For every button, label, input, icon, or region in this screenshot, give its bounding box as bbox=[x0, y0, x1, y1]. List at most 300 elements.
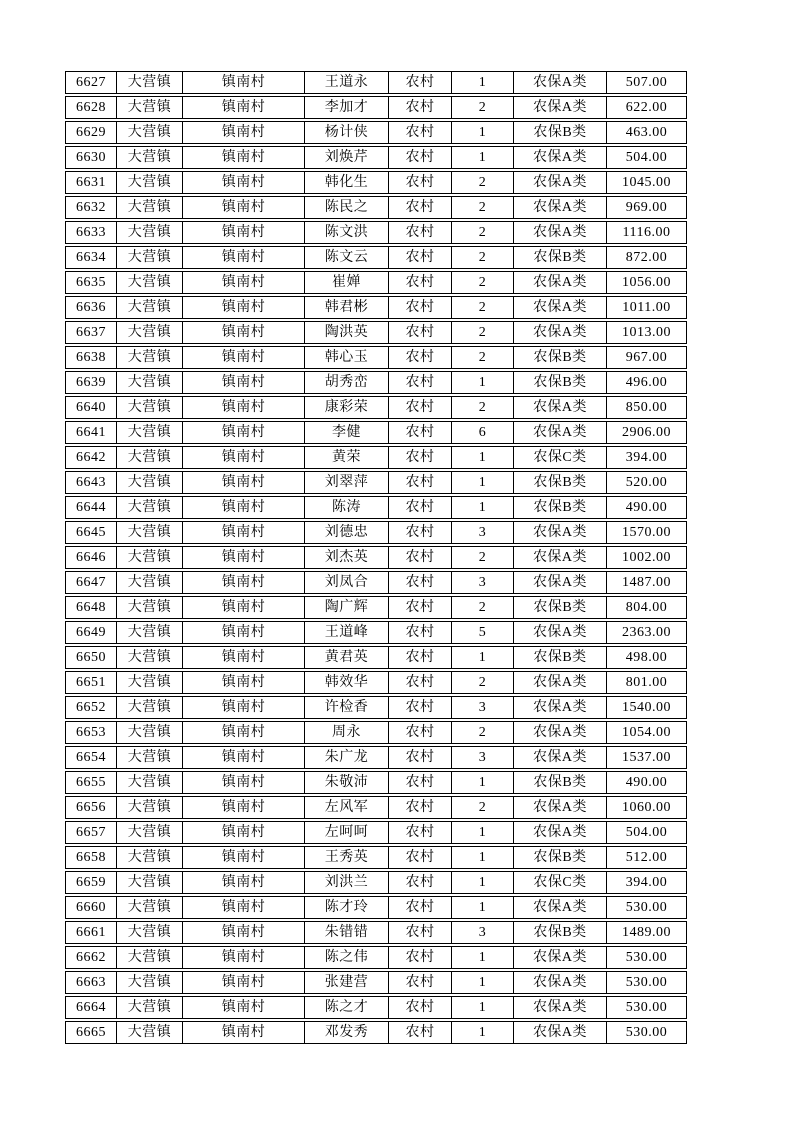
cell-persons: 2 bbox=[452, 797, 514, 818]
table-row bbox=[65, 346, 687, 369]
table-row bbox=[65, 996, 687, 1019]
cell-seq: 6630 bbox=[66, 147, 117, 168]
table-row bbox=[65, 671, 687, 694]
cell-amount: 1002.00 bbox=[622, 550, 671, 565]
cell-town: 大营镇 bbox=[117, 897, 183, 918]
cell-amount: 1013.00 bbox=[622, 325, 671, 340]
cell-residence: 农村 bbox=[389, 172, 452, 193]
cell-residence: 农村 bbox=[389, 847, 452, 868]
cell-persons: 1 bbox=[452, 997, 514, 1018]
cell-amount: 872.00 bbox=[625, 250, 668, 265]
table-row bbox=[65, 146, 687, 169]
cell-town: 大营镇 bbox=[117, 922, 183, 943]
cell-village: 镇南村 bbox=[183, 447, 305, 468]
cell-name: 刘焕芹 bbox=[305, 147, 389, 168]
cell-seq: 6648 bbox=[66, 597, 117, 618]
cell-village: 镇南村 bbox=[183, 672, 305, 693]
cell-insurance-class: 农保B类 bbox=[514, 472, 607, 493]
cell-insurance-class: 农保B类 bbox=[514, 772, 607, 793]
table-row bbox=[65, 571, 687, 594]
cell-village: 镇南村 bbox=[183, 747, 305, 768]
cell-amount: 1045.00 bbox=[622, 175, 671, 190]
cell-seq: 6645 bbox=[66, 522, 117, 543]
cell-persons: 2 bbox=[452, 722, 514, 743]
cell-insurance-class: 农保B类 bbox=[514, 647, 607, 668]
cell-amount: 969.00 bbox=[625, 200, 668, 215]
table-row bbox=[65, 221, 687, 244]
cell-name: 陈民之 bbox=[305, 197, 389, 218]
cell-village: 镇南村 bbox=[183, 822, 305, 843]
cell-village: 镇南村 bbox=[183, 322, 305, 343]
cell-insurance-class: 农保A类 bbox=[514, 322, 607, 343]
cell-persons: 2 bbox=[452, 672, 514, 693]
cell-name: 胡秀峦 bbox=[305, 372, 389, 393]
cell-insurance-class: 农保A类 bbox=[514, 672, 607, 693]
cell-amount: 498.00 bbox=[625, 650, 668, 665]
cell-town: 大营镇 bbox=[117, 272, 183, 293]
cell-town: 大营镇 bbox=[117, 647, 183, 668]
cell-amount: 512.00 bbox=[625, 850, 668, 865]
cell-village: 镇南村 bbox=[183, 797, 305, 818]
cell-town: 大营镇 bbox=[117, 572, 183, 593]
table-row bbox=[65, 971, 687, 994]
cell-amount: 622.00 bbox=[625, 100, 668, 115]
cell-name: 邓发秀 bbox=[305, 1022, 389, 1043]
cell-name: 刘德忠 bbox=[305, 522, 389, 543]
cell-persons: 1 bbox=[452, 822, 514, 843]
cell-name: 陶洪英 bbox=[305, 322, 389, 343]
cell-residence: 农村 bbox=[389, 447, 452, 468]
cell-insurance-class: 农保A类 bbox=[514, 222, 607, 243]
cell-name: 周永 bbox=[305, 722, 389, 743]
cell-insurance-class: 农保A类 bbox=[514, 972, 607, 993]
cell-town: 大营镇 bbox=[117, 1022, 183, 1043]
cell-seq: 6633 bbox=[66, 222, 117, 243]
cell-seq: 6651 bbox=[66, 672, 117, 693]
cell-persons: 1 bbox=[452, 647, 514, 668]
cell-persons: 3 bbox=[452, 922, 514, 943]
cell-name: 朱错错 bbox=[305, 922, 389, 943]
table-row bbox=[65, 246, 687, 269]
table-row bbox=[65, 1021, 687, 1044]
cell-village: 镇南村 bbox=[183, 422, 305, 443]
cell-town: 大营镇 bbox=[117, 247, 183, 268]
table-row bbox=[65, 946, 687, 969]
cell-town: 大营镇 bbox=[117, 972, 183, 993]
cell-persons: 2 bbox=[452, 397, 514, 418]
cell-amount: 507.00 bbox=[625, 75, 668, 90]
cell-seq: 6661 bbox=[66, 922, 117, 943]
cell-village: 镇南村 bbox=[183, 997, 305, 1018]
cell-insurance-class: 农保A类 bbox=[514, 272, 607, 293]
cell-amount: 1056.00 bbox=[622, 275, 671, 290]
table-row bbox=[65, 646, 687, 669]
cell-insurance-class: 农保A类 bbox=[514, 572, 607, 593]
cell-name: 李健 bbox=[305, 422, 389, 443]
cell-amount: 530.00 bbox=[625, 1025, 668, 1040]
cell-amount: 1537.00 bbox=[622, 750, 671, 765]
table-row bbox=[65, 321, 687, 344]
cell-residence: 农村 bbox=[389, 397, 452, 418]
cell-seq: 6642 bbox=[66, 447, 117, 468]
cell-name: 刘翠萍 bbox=[305, 472, 389, 493]
cell-residence: 农村 bbox=[389, 347, 452, 368]
cell-town: 大营镇 bbox=[117, 197, 183, 218]
cell-residence: 农村 bbox=[389, 472, 452, 493]
table-row bbox=[65, 546, 687, 569]
cell-name: 崔婵 bbox=[305, 272, 389, 293]
table-row bbox=[65, 396, 687, 419]
cell-residence: 农村 bbox=[389, 922, 452, 943]
cell-residence: 农村 bbox=[389, 872, 452, 893]
cell-insurance-class: 农保A类 bbox=[514, 947, 607, 968]
cell-residence: 农村 bbox=[389, 297, 452, 318]
cell-village: 镇南村 bbox=[183, 1022, 305, 1043]
cell-town: 大营镇 bbox=[117, 372, 183, 393]
table-row bbox=[65, 896, 687, 919]
cell-amount: 1060.00 bbox=[622, 800, 671, 815]
cell-seq: 6631 bbox=[66, 172, 117, 193]
cell-town: 大营镇 bbox=[117, 172, 183, 193]
cell-seq: 6634 bbox=[66, 247, 117, 268]
cell-village: 镇南村 bbox=[183, 147, 305, 168]
cell-insurance-class: 农保A类 bbox=[514, 997, 607, 1018]
cell-seq: 6656 bbox=[66, 797, 117, 818]
cell-amount: 504.00 bbox=[625, 825, 668, 840]
cell-amount: 801.00 bbox=[625, 675, 668, 690]
cell-seq: 6664 bbox=[66, 997, 117, 1018]
cell-village: 镇南村 bbox=[183, 297, 305, 318]
cell-town: 大营镇 bbox=[117, 147, 183, 168]
cell-persons: 2 bbox=[452, 97, 514, 118]
cell-insurance-class: 农保A类 bbox=[514, 197, 607, 218]
cell-name: 许检香 bbox=[305, 697, 389, 718]
cell-seq: 6627 bbox=[66, 72, 117, 93]
cell-village: 镇南村 bbox=[183, 772, 305, 793]
cell-residence: 农村 bbox=[389, 322, 452, 343]
table-row bbox=[65, 196, 687, 219]
cell-town: 大营镇 bbox=[117, 872, 183, 893]
cell-persons: 5 bbox=[452, 622, 514, 643]
table-row bbox=[65, 846, 687, 869]
cell-name: 朱敬沛 bbox=[305, 772, 389, 793]
cell-village: 镇南村 bbox=[183, 947, 305, 968]
cell-seq: 6640 bbox=[66, 397, 117, 418]
cell-name: 杨计侠 bbox=[305, 122, 389, 143]
cell-village: 镇南村 bbox=[183, 272, 305, 293]
cell-seq: 6663 bbox=[66, 972, 117, 993]
cell-insurance-class: 农保A类 bbox=[514, 697, 607, 718]
cell-amount: 2363.00 bbox=[622, 625, 671, 640]
cell-seq: 6662 bbox=[66, 947, 117, 968]
cell-village: 镇南村 bbox=[183, 622, 305, 643]
cell-name: 陈涛 bbox=[305, 497, 389, 518]
cell-insurance-class: 农保C类 bbox=[514, 872, 607, 893]
cell-insurance-class: 农保B类 bbox=[514, 922, 607, 943]
cell-insurance-class: 农保A类 bbox=[514, 822, 607, 843]
cell-residence: 农村 bbox=[389, 772, 452, 793]
cell-amount: 804.00 bbox=[625, 600, 668, 615]
cell-persons: 2 bbox=[452, 222, 514, 243]
cell-residence: 农村 bbox=[389, 972, 452, 993]
cell-village: 镇南村 bbox=[183, 372, 305, 393]
table-row bbox=[65, 446, 687, 469]
cell-seq: 6653 bbox=[66, 722, 117, 743]
cell-town: 大营镇 bbox=[117, 297, 183, 318]
cell-residence: 农村 bbox=[389, 247, 452, 268]
cell-residence: 农村 bbox=[389, 997, 452, 1018]
cell-name: 韩君彬 bbox=[305, 297, 389, 318]
cell-residence: 农村 bbox=[389, 72, 452, 93]
cell-name: 黄君英 bbox=[305, 647, 389, 668]
cell-amount: 504.00 bbox=[625, 150, 668, 165]
cell-persons: 2 bbox=[452, 347, 514, 368]
table-row bbox=[65, 71, 687, 94]
cell-insurance-class: 农保B类 bbox=[514, 347, 607, 368]
cell-town: 大营镇 bbox=[117, 97, 183, 118]
cell-persons: 1 bbox=[452, 72, 514, 93]
cell-name: 刘凤合 bbox=[305, 572, 389, 593]
payment-table bbox=[65, 71, 687, 1046]
cell-town: 大营镇 bbox=[117, 547, 183, 568]
table-row bbox=[65, 296, 687, 319]
table-row bbox=[65, 721, 687, 744]
cell-residence: 农村 bbox=[389, 697, 452, 718]
cell-town: 大营镇 bbox=[117, 597, 183, 618]
cell-seq: 6647 bbox=[66, 572, 117, 593]
cell-seq: 6629 bbox=[66, 122, 117, 143]
cell-amount: 530.00 bbox=[625, 900, 668, 915]
cell-name: 陈文云 bbox=[305, 247, 389, 268]
cell-insurance-class: 农保B类 bbox=[514, 597, 607, 618]
cell-insurance-class: 农保A类 bbox=[514, 172, 607, 193]
cell-village: 镇南村 bbox=[183, 72, 305, 93]
cell-residence: 农村 bbox=[389, 147, 452, 168]
cell-seq: 6644 bbox=[66, 497, 117, 518]
cell-amount: 1011.00 bbox=[622, 300, 671, 315]
cell-town: 大营镇 bbox=[117, 322, 183, 343]
cell-insurance-class: 农保A类 bbox=[514, 97, 607, 118]
table-row bbox=[65, 696, 687, 719]
cell-insurance-class: 农保A类 bbox=[514, 722, 607, 743]
cell-village: 镇南村 bbox=[183, 472, 305, 493]
table-row bbox=[65, 271, 687, 294]
cell-seq: 6654 bbox=[66, 747, 117, 768]
table-row bbox=[65, 471, 687, 494]
cell-name: 李加才 bbox=[305, 97, 389, 118]
cell-seq: 6628 bbox=[66, 97, 117, 118]
cell-seq: 6643 bbox=[66, 472, 117, 493]
cell-town: 大营镇 bbox=[117, 997, 183, 1018]
cell-town: 大营镇 bbox=[117, 697, 183, 718]
cell-name: 刘洪兰 bbox=[305, 872, 389, 893]
cell-name: 陈文洪 bbox=[305, 222, 389, 243]
cell-residence: 农村 bbox=[389, 672, 452, 693]
cell-persons: 2 bbox=[452, 172, 514, 193]
cell-town: 大营镇 bbox=[117, 72, 183, 93]
cell-persons: 1 bbox=[452, 122, 514, 143]
cell-amount: 1540.00 bbox=[622, 700, 671, 715]
cell-town: 大营镇 bbox=[117, 947, 183, 968]
table-row bbox=[65, 371, 687, 394]
cell-insurance-class: 农保A类 bbox=[514, 547, 607, 568]
cell-residence: 农村 bbox=[389, 547, 452, 568]
cell-persons: 1 bbox=[452, 1022, 514, 1043]
cell-residence: 农村 bbox=[389, 897, 452, 918]
cell-name: 王道永 bbox=[305, 72, 389, 93]
cell-seq: 6637 bbox=[66, 322, 117, 343]
cell-name: 康彩荣 bbox=[305, 397, 389, 418]
cell-amount: 520.00 bbox=[625, 475, 668, 490]
cell-residence: 农村 bbox=[389, 197, 452, 218]
cell-amount: 1489.00 bbox=[622, 925, 671, 940]
table-row bbox=[65, 771, 687, 794]
cell-town: 大营镇 bbox=[117, 722, 183, 743]
cell-persons: 3 bbox=[452, 747, 514, 768]
cell-seq: 6652 bbox=[66, 697, 117, 718]
cell-village: 镇南村 bbox=[183, 547, 305, 568]
cell-name: 陶广辉 bbox=[305, 597, 389, 618]
table-row bbox=[65, 96, 687, 119]
cell-amount: 530.00 bbox=[625, 975, 668, 990]
table-row bbox=[65, 171, 687, 194]
cell-amount: 1116.00 bbox=[622, 225, 671, 240]
cell-persons: 1 bbox=[452, 472, 514, 493]
cell-village: 镇南村 bbox=[183, 922, 305, 943]
cell-town: 大营镇 bbox=[117, 522, 183, 543]
cell-seq: 6659 bbox=[66, 872, 117, 893]
cell-insurance-class: 农保A类 bbox=[514, 897, 607, 918]
cell-persons: 3 bbox=[452, 522, 514, 543]
cell-village: 镇南村 bbox=[183, 572, 305, 593]
cell-seq: 6665 bbox=[66, 1022, 117, 1043]
cell-name: 王秀英 bbox=[305, 847, 389, 868]
cell-persons: 2 bbox=[452, 322, 514, 343]
cell-amount: 394.00 bbox=[625, 450, 668, 465]
cell-persons: 1 bbox=[452, 447, 514, 468]
cell-name: 王道峰 bbox=[305, 622, 389, 643]
cell-village: 镇南村 bbox=[183, 172, 305, 193]
cell-residence: 农村 bbox=[389, 722, 452, 743]
cell-name: 韩效华 bbox=[305, 672, 389, 693]
table-row bbox=[65, 121, 687, 144]
cell-seq: 6660 bbox=[66, 897, 117, 918]
cell-amount: 463.00 bbox=[625, 125, 668, 140]
cell-seq: 6646 bbox=[66, 547, 117, 568]
cell-amount: 496.00 bbox=[625, 375, 668, 390]
cell-village: 镇南村 bbox=[183, 197, 305, 218]
cell-insurance-class: 农保A类 bbox=[514, 797, 607, 818]
cell-village: 镇南村 bbox=[183, 122, 305, 143]
cell-persons: 1 bbox=[452, 872, 514, 893]
cell-insurance-class: 农保A类 bbox=[514, 522, 607, 543]
cell-residence: 农村 bbox=[389, 947, 452, 968]
cell-town: 大营镇 bbox=[117, 447, 183, 468]
cell-village: 镇南村 bbox=[183, 347, 305, 368]
cell-amount: 1487.00 bbox=[622, 575, 671, 590]
cell-seq: 6658 bbox=[66, 847, 117, 868]
cell-village: 镇南村 bbox=[183, 497, 305, 518]
cell-residence: 农村 bbox=[389, 422, 452, 443]
cell-persons: 6 bbox=[452, 422, 514, 443]
cell-persons: 2 bbox=[452, 597, 514, 618]
cell-persons: 1 bbox=[452, 147, 514, 168]
cell-seq: 6635 bbox=[66, 272, 117, 293]
cell-residence: 农村 bbox=[389, 522, 452, 543]
cell-residence: 农村 bbox=[389, 1022, 452, 1043]
cell-residence: 农村 bbox=[389, 747, 452, 768]
cell-village: 镇南村 bbox=[183, 97, 305, 118]
cell-residence: 农村 bbox=[389, 797, 452, 818]
cell-seq: 6650 bbox=[66, 647, 117, 668]
cell-town: 大营镇 bbox=[117, 672, 183, 693]
cell-persons: 3 bbox=[452, 572, 514, 593]
cell-village: 镇南村 bbox=[183, 972, 305, 993]
cell-town: 大营镇 bbox=[117, 347, 183, 368]
cell-town: 大营镇 bbox=[117, 422, 183, 443]
table-row bbox=[65, 621, 687, 644]
cell-residence: 农村 bbox=[389, 222, 452, 243]
cell-residence: 农村 bbox=[389, 272, 452, 293]
cell-persons: 1 bbox=[452, 497, 514, 518]
cell-persons: 2 bbox=[452, 272, 514, 293]
cell-insurance-class: 农保B类 bbox=[514, 497, 607, 518]
cell-persons: 2 bbox=[452, 197, 514, 218]
cell-residence: 农村 bbox=[389, 572, 452, 593]
cell-seq: 6649 bbox=[66, 622, 117, 643]
cell-amount: 394.00 bbox=[625, 875, 668, 890]
cell-insurance-class: 农保A类 bbox=[514, 422, 607, 443]
cell-residence: 农村 bbox=[389, 647, 452, 668]
cell-village: 镇南村 bbox=[183, 872, 305, 893]
cell-residence: 农村 bbox=[389, 622, 452, 643]
cell-amount: 530.00 bbox=[625, 950, 668, 965]
cell-persons: 1 bbox=[452, 372, 514, 393]
cell-name: 韩化生 bbox=[305, 172, 389, 193]
table-row bbox=[65, 596, 687, 619]
cell-insurance-class: 农保A类 bbox=[514, 72, 607, 93]
cell-residence: 农村 bbox=[389, 372, 452, 393]
cell-amount: 1054.00 bbox=[622, 725, 671, 740]
cell-insurance-class: 农保B类 bbox=[514, 247, 607, 268]
cell-village: 镇南村 bbox=[183, 597, 305, 618]
cell-insurance-class: 农保B类 bbox=[514, 122, 607, 143]
cell-town: 大营镇 bbox=[117, 847, 183, 868]
cell-residence: 农村 bbox=[389, 97, 452, 118]
cell-insurance-class: 农保A类 bbox=[514, 1022, 607, 1043]
cell-town: 大营镇 bbox=[117, 822, 183, 843]
cell-town: 大营镇 bbox=[117, 122, 183, 143]
cell-seq: 6655 bbox=[66, 772, 117, 793]
cell-seq: 6636 bbox=[66, 297, 117, 318]
cell-amount: 2906.00 bbox=[622, 425, 671, 440]
table-row bbox=[65, 521, 687, 544]
cell-seq: 6632 bbox=[66, 197, 117, 218]
cell-name: 朱广龙 bbox=[305, 747, 389, 768]
cell-seq: 6639 bbox=[66, 372, 117, 393]
cell-insurance-class: 农保A类 bbox=[514, 747, 607, 768]
table-row bbox=[65, 796, 687, 819]
cell-village: 镇南村 bbox=[183, 247, 305, 268]
cell-persons: 2 bbox=[452, 247, 514, 268]
cell-name: 韩心玉 bbox=[305, 347, 389, 368]
cell-persons: 1 bbox=[452, 897, 514, 918]
cell-persons: 2 bbox=[452, 547, 514, 568]
cell-town: 大营镇 bbox=[117, 497, 183, 518]
cell-residence: 农村 bbox=[389, 597, 452, 618]
cell-village: 镇南村 bbox=[183, 897, 305, 918]
cell-insurance-class: 农保C类 bbox=[514, 447, 607, 468]
